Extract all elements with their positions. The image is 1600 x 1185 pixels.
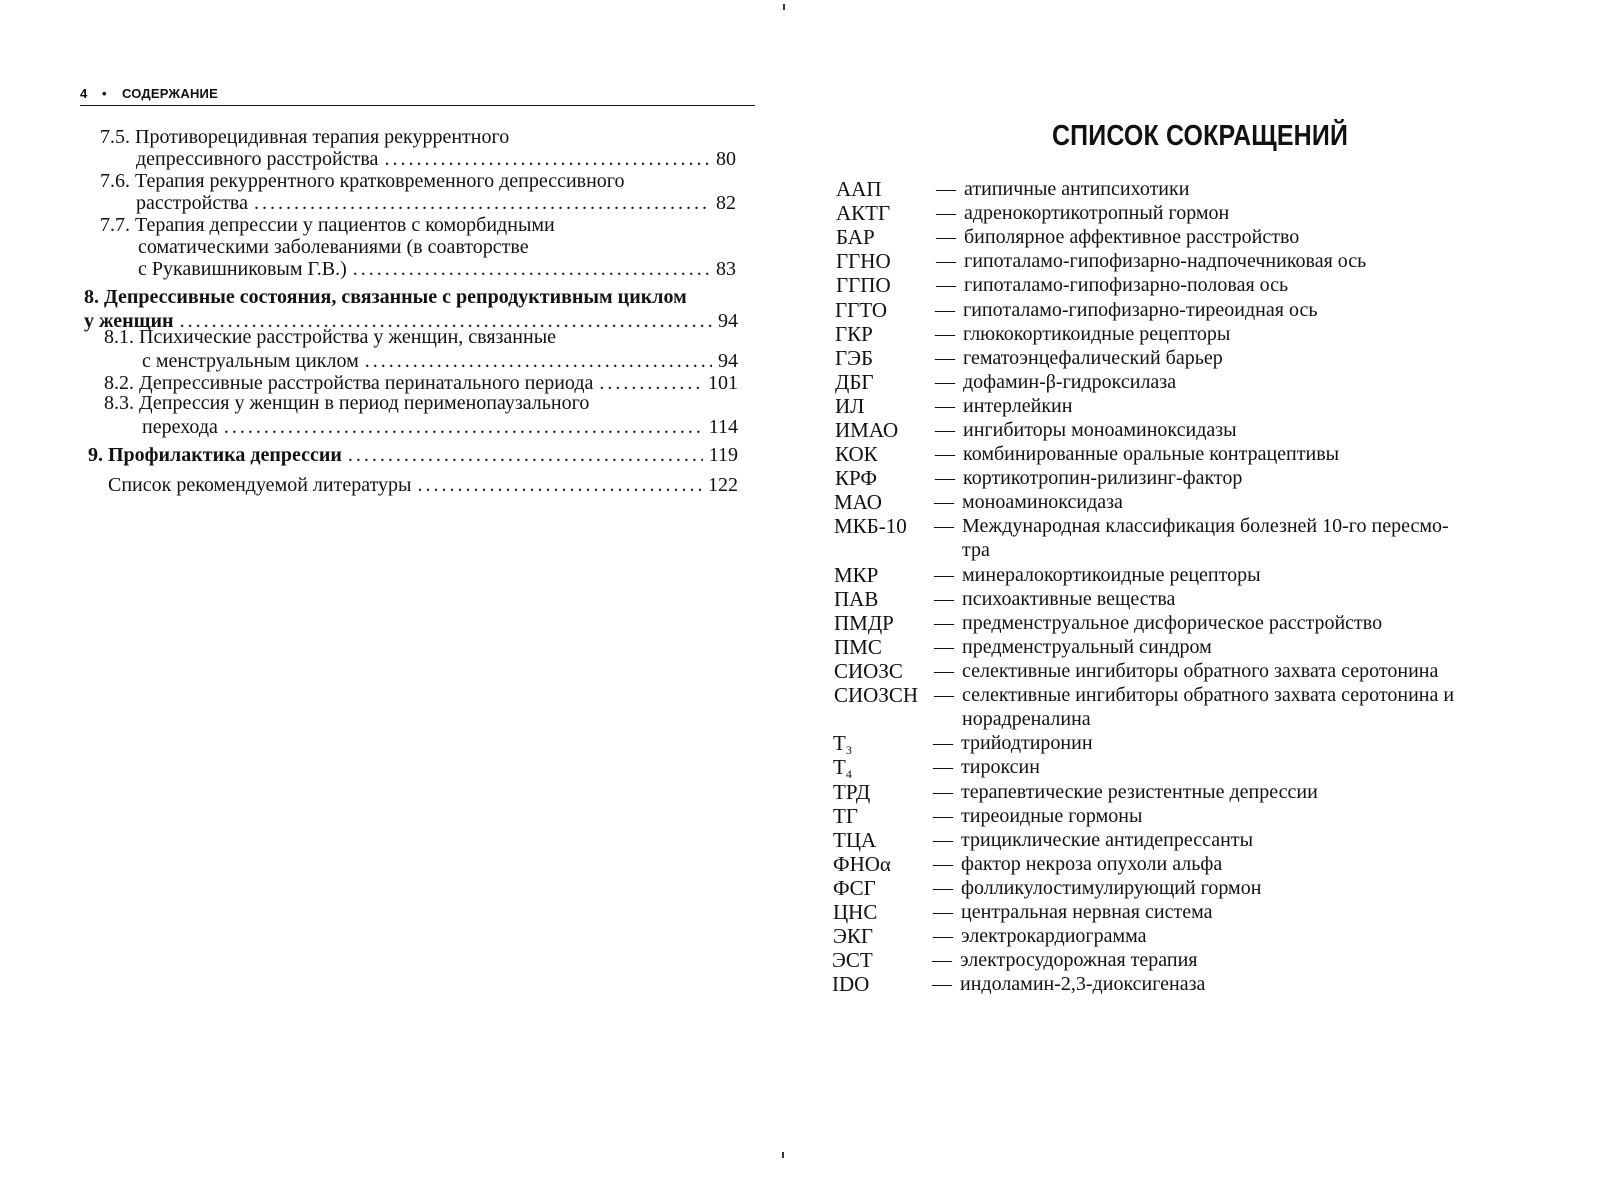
abbreviation-definition: кортикотропин-рилизинг-фактор xyxy=(963,467,1243,489)
abbreviation-term: ПАВ xyxy=(834,587,879,611)
abbreviation-definition: минералокортикоидные рецепторы xyxy=(962,564,1261,586)
abbreviation-dash: — xyxy=(935,395,955,417)
abbreviation-term: БАР xyxy=(836,225,875,249)
toc-entry-text: депрессивного расстройства xyxy=(136,148,379,170)
abbreviation-row xyxy=(834,660,1560,684)
abbreviation-row xyxy=(833,925,1560,949)
abbreviation-dash: — xyxy=(933,877,953,899)
abbreviation-definition: трийодтиронин xyxy=(961,732,1093,754)
abbreviation-term: ГКР xyxy=(835,322,873,346)
abbreviation-definition: фактор некроза опухоли альфа xyxy=(961,853,1223,875)
toc-entry-line xyxy=(136,192,736,214)
abbreviation-term: ТГ xyxy=(833,804,858,828)
abbreviation-definition: атипичные антипсихотики xyxy=(964,178,1190,200)
abbreviation-definition: индоламин-2,3-диоксигеназа xyxy=(960,973,1206,995)
abbreviation-definition: терапевтические резистентные депрессии xyxy=(961,781,1318,803)
running-head-title: СОДЕРЖАНИЕ xyxy=(122,86,218,101)
abbreviation-dash: — xyxy=(936,274,956,296)
toc-entry-text: 7.6. Терапия рекуррентного кратковременного депрессивного xyxy=(100,170,625,192)
abbreviation-definition: гипоталамо-гипофизарно-половая ось xyxy=(964,274,1289,296)
toc-entry-text: расстройства xyxy=(136,192,248,214)
abbreviation-row xyxy=(835,371,1560,395)
abbreviation-definition: тироксин xyxy=(961,756,1040,778)
abbreviation-definition: дофамин-β-гидроксилаза xyxy=(963,371,1177,393)
toc-chapter-text: у женщин xyxy=(84,310,174,332)
abbreviation-row xyxy=(833,829,1560,853)
abbreviation-term: ПМС xyxy=(834,635,882,659)
abbreviation-dash: — xyxy=(935,443,955,465)
scan-mark xyxy=(782,1152,784,1158)
abbreviation-dash: — xyxy=(934,491,954,513)
abbreviation-row xyxy=(833,853,1560,877)
abbreviation-dash: — xyxy=(935,371,955,393)
abbreviation-definition: электросудорожная терапия xyxy=(960,949,1198,971)
abbreviation-definition-continued: норадреналина xyxy=(962,708,1091,730)
leader-dots xyxy=(365,350,712,372)
abbreviation-row xyxy=(835,467,1560,491)
abbreviation-subscript: 4 xyxy=(845,767,852,781)
abbreviation-dash: — xyxy=(933,756,953,778)
abbreviation-term: МАО xyxy=(834,490,882,514)
abbreviation-definition: биполярное аффективное расстройство xyxy=(964,226,1300,248)
abbreviation-dash: — xyxy=(933,732,953,754)
abbreviation-dash: — xyxy=(933,925,953,947)
abbreviation-dash: — xyxy=(935,419,955,441)
toc-entry-line xyxy=(104,372,738,394)
abbreviation-definition: психоактивные вещества xyxy=(962,588,1176,610)
abbreviation-term: СИОЗС xyxy=(834,659,903,683)
abbreviation-term: КРФ xyxy=(835,466,877,490)
abbreviation-row xyxy=(834,636,1560,660)
abbreviation-dash: — xyxy=(936,226,956,248)
page-number: 4 xyxy=(80,86,88,101)
abbreviation-term: КОК xyxy=(835,442,878,466)
abbreviation-row xyxy=(835,395,1560,419)
toc-entry-text: соматическими заболеваниями (в соавторстве xyxy=(138,236,529,258)
leader-dots xyxy=(353,258,710,280)
abbreviation-subscript: 3 xyxy=(845,743,852,757)
abbreviation-definition: фолликулостимулирующий гормон xyxy=(961,877,1262,899)
toc-page-number: 119 xyxy=(708,444,738,466)
abbreviation-row xyxy=(833,756,1560,780)
bullet: • xyxy=(102,86,107,101)
abbreviation-dash: — xyxy=(935,299,955,321)
abbreviation-row xyxy=(835,323,1560,347)
abbreviation-term: ГГТО xyxy=(835,298,887,322)
abbreviation-term: ДБГ xyxy=(835,370,874,394)
abbreviation-definition: комбинированные оральные контрацептивы xyxy=(963,443,1340,465)
abbreviation-term: ИМАО xyxy=(835,418,899,442)
abbreviation-definition: трициклические антидепрессанты xyxy=(961,829,1254,851)
abbreviation-dash: — xyxy=(936,250,956,272)
abbreviation-definition: предменструальное дисфорическое расстройство xyxy=(962,612,1383,634)
abbreviation-row xyxy=(836,226,1560,250)
abbreviation-term: ЭСТ xyxy=(832,948,873,972)
abbreviation-definition: предменструальный синдром xyxy=(962,636,1212,658)
page-title: СПИСОК СОКРАЩЕНИЙ xyxy=(1051,120,1349,152)
toc-entry-text: с менструальным циклом xyxy=(142,350,359,372)
abbreviation-row xyxy=(833,732,1560,756)
abbreviation-term: ТЦА xyxy=(833,828,877,852)
toc-chapter-text: 9. Профилактика депрессии xyxy=(88,444,342,466)
toc-entry-text: перехода xyxy=(142,416,218,438)
abbreviation-term: $T_4$ xyxy=(833,755,852,781)
abbreviation-row xyxy=(835,347,1560,371)
abbreviation-dash: — xyxy=(932,949,952,971)
leader-dots xyxy=(254,192,710,214)
toc-page-number: 101 xyxy=(708,372,738,394)
abbreviation-definition-continued: тра xyxy=(962,539,990,561)
abbreviation-dash: — xyxy=(933,901,953,923)
abbreviation-row xyxy=(834,515,1560,563)
abbreviation-dash: — xyxy=(933,781,953,803)
abbreviation-row xyxy=(832,949,1560,973)
abbreviation-row xyxy=(834,684,1560,732)
abbreviation-dash: — xyxy=(932,973,952,995)
abbreviation-term: ФНОα xyxy=(833,852,891,876)
toc-entry-line xyxy=(136,148,736,170)
abbreviation-dash: — xyxy=(935,323,955,345)
abbreviation-dash: — xyxy=(933,829,953,851)
abbreviation-definition: селективные ингибиторы обратного захвата серотонина xyxy=(962,660,1439,682)
abbreviation-term: ГГПО xyxy=(836,273,891,297)
abbreviation-row xyxy=(836,274,1560,298)
abbreviation-dash: — xyxy=(934,564,954,586)
abbreviation-term: ГГНО xyxy=(836,249,891,273)
abbreviation-term: ЭКГ xyxy=(833,924,874,948)
toc-entry-line xyxy=(108,474,738,496)
toc-page-number: 82 xyxy=(716,192,736,214)
abbreviation-term: ГЭБ xyxy=(835,346,874,370)
abbreviation-dash: — xyxy=(934,684,954,706)
leader-dots xyxy=(384,148,710,170)
toc-entry-text: 8.2. Депрессивные расстройства перинатального периода xyxy=(104,372,594,394)
abbreviation-definition: адренокортикотропный гормон xyxy=(964,202,1230,224)
abbreviation-dash: — xyxy=(933,805,953,827)
abbreviation-row xyxy=(836,178,1560,202)
abbreviation-dash: — xyxy=(933,853,953,875)
leader-dots xyxy=(599,372,702,394)
abbreviation-term: IDO xyxy=(832,972,870,996)
abbreviation-term: АКТГ xyxy=(836,201,891,225)
toc-page-number: 80 xyxy=(716,148,736,170)
abbreviation-definition: гипоталамо-гипофизарно-надпочечниковая ось xyxy=(964,250,1367,272)
running-head xyxy=(80,86,755,106)
toc-page-number: 114 xyxy=(708,416,738,438)
toc-entry-text: 7.5. Противорецидивная терапия рекуррентного xyxy=(100,126,510,148)
toc-entry-line xyxy=(88,444,738,466)
abbreviation-term: $T_3$ xyxy=(833,731,852,757)
scan-mark xyxy=(783,4,785,10)
abbreviation-definition: электрокардиограмма xyxy=(961,925,1147,947)
abbreviation-dash: — xyxy=(934,612,954,634)
abbreviation-definition: тиреоидные гормоны xyxy=(961,805,1143,827)
abbreviation-dash: — xyxy=(934,588,954,610)
abbreviation-dash: — xyxy=(934,515,954,537)
abbreviation-term: ИЛ xyxy=(835,394,865,418)
toc-entry-text: 8.3. Депрессия у женщин в период перименопаузального xyxy=(104,392,590,414)
abbreviation-row xyxy=(835,419,1560,443)
abbreviation-row xyxy=(836,202,1560,226)
toc-entry-line xyxy=(142,416,738,438)
abbreviation-term: ЦНС xyxy=(833,900,878,924)
abbreviation-row xyxy=(834,588,1560,612)
abbreviation-row xyxy=(834,491,1560,515)
abbreviation-term: СИОЗСН xyxy=(834,683,919,707)
abbreviation-dash: — xyxy=(936,202,956,224)
abbreviation-definition: Международная классификация болезней 10-го пересмо- xyxy=(962,515,1449,537)
abbreviation-definition: интерлейкин xyxy=(963,395,1073,417)
abbreviation-row xyxy=(835,443,1560,467)
abbreviation-term: ААП xyxy=(836,177,882,201)
leader-dots xyxy=(348,444,703,466)
abbreviation-row xyxy=(835,299,1560,323)
abbreviation-dash: — xyxy=(934,660,954,682)
abbreviation-row xyxy=(834,612,1560,636)
abbreviation-row xyxy=(833,781,1560,805)
abbreviation-definition: центральная нервная система xyxy=(961,901,1213,923)
toc-chapter-text: 8. Депрессивные состояния, связанные с репродуктивным циклом xyxy=(84,286,687,308)
toc-entry-text: 8.1. Психические расстройства у женщин, связанные xyxy=(104,326,557,348)
abbreviation-term: МКБ-10 xyxy=(834,514,907,538)
abbreviation-row xyxy=(834,564,1560,588)
toc-page-number: 83 xyxy=(716,258,736,280)
toc-page-number: 94 xyxy=(718,350,738,372)
toc-page-number: 94 xyxy=(718,310,738,332)
abbreviation-term: ПМДР xyxy=(834,611,894,635)
abbreviation-definition: глюкокортикоидные рецепторы xyxy=(963,323,1231,345)
abbreviation-term: МКР xyxy=(834,563,879,587)
abbreviation-row xyxy=(836,250,1560,274)
leader-dots xyxy=(224,416,703,438)
abbreviation-dash: — xyxy=(935,347,955,369)
toc-entry-text: 7.7. Терапия депрессии у пациентов с коморбидными xyxy=(100,214,555,236)
abbreviation-term: ФСГ xyxy=(833,876,876,900)
abbreviation-definition: гипоталамо-гипофизарно-тиреоидная ось xyxy=(963,299,1318,321)
abbreviation-row xyxy=(832,973,1560,997)
toc-entry-text: с Рукавишниковым Г.В.) xyxy=(138,258,347,280)
toc-entry-line xyxy=(142,350,738,372)
toc-entry-text: Список рекомендуемой литературы xyxy=(108,474,412,496)
abbreviation-dash: — xyxy=(935,467,955,489)
abbreviation-term: ТРД xyxy=(833,780,871,804)
abbreviation-definition: селективные ингибиторы обратного захвата серотонина и xyxy=(962,684,1455,706)
abbreviation-definition: гематоэнцефалический барьер xyxy=(963,347,1223,369)
leader-dots xyxy=(418,474,703,496)
toc-page-number: 122 xyxy=(708,474,738,496)
abbreviation-row xyxy=(833,805,1560,829)
abbreviation-definition: моноаминоксидаза xyxy=(962,491,1123,513)
abbreviation-row xyxy=(833,901,1560,925)
right-page xyxy=(800,0,1600,1185)
abbreviation-dash: — xyxy=(934,636,954,658)
toc-entry-line xyxy=(138,258,736,280)
abbreviation-row xyxy=(833,877,1560,901)
abbreviation-definition: ингибиторы моноаминоксидазы xyxy=(963,419,1237,441)
abbreviation-dash: — xyxy=(936,178,956,200)
